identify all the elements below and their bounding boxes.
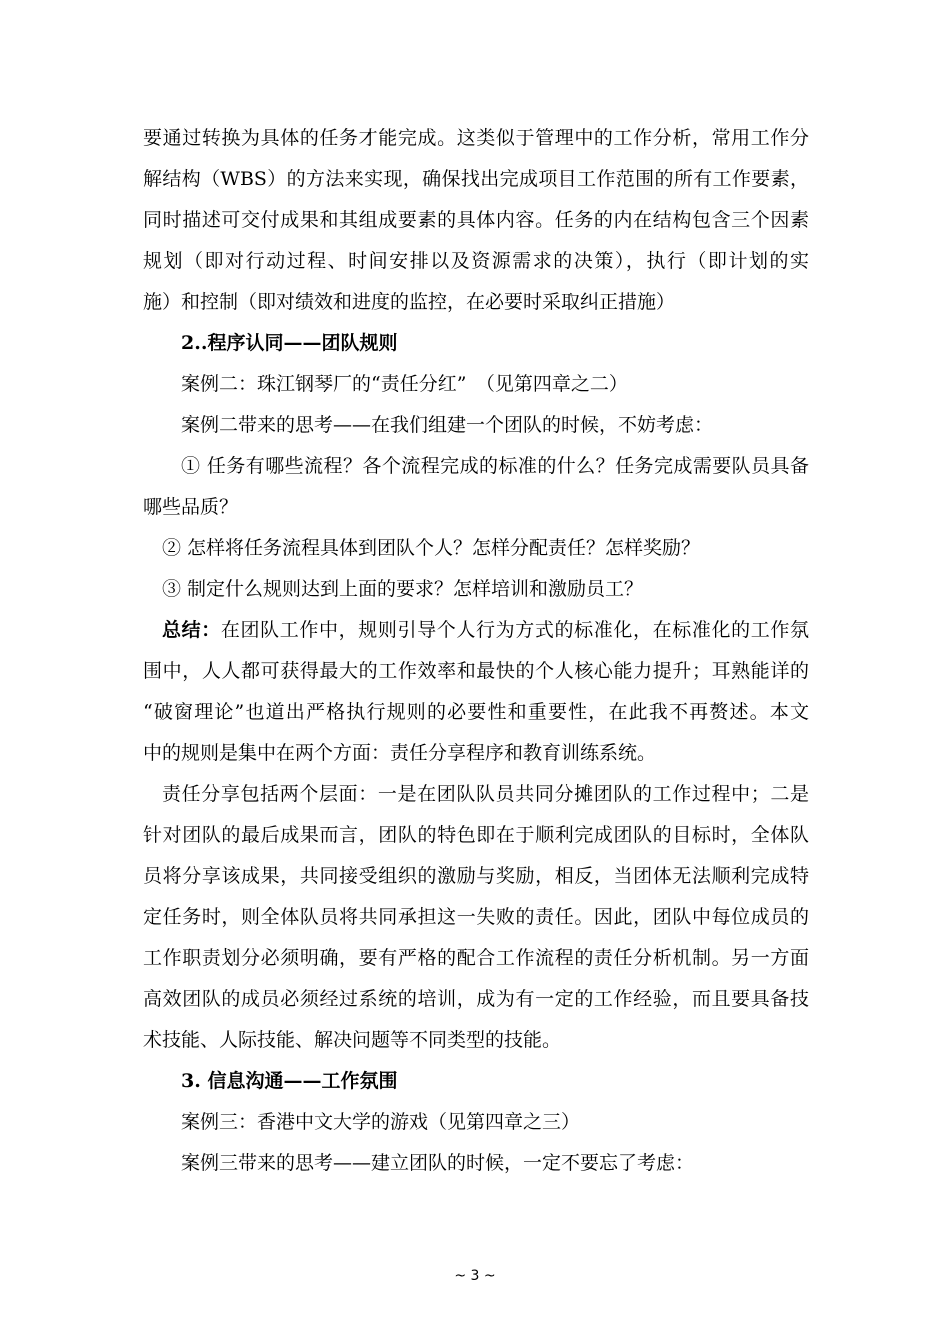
document-body <box>143 118 809 1184</box>
sharing-line: 术技能、人际技能、解决问题等不同类型的技能。 <box>143 1029 562 1051</box>
question-1-line: ① 任务有哪些流程？各个流程完成的标准的什么？任务完成需要队员具备 <box>181 455 809 477</box>
paragraph-line: 要通过转换为具体的任务才能完成。这类似于管理中的工作分析，常用工作分 <box>143 127 809 149</box>
paragraph-line: 同时描述可交付成果和其组成要素的具体内容。任务的内在结构包含三个因素 <box>143 209 809 231</box>
case-line: 案例三：香港中文大学的游戏（见第四章之三） <box>181 1111 581 1133</box>
sharing-line: 高效团队的成员必须经过系统的培训，成为有一定的工作经验，而且要具备技 <box>143 988 809 1010</box>
sharing-line: 针对团队的最后成果而言，团队的特色即在于顺利完成团队的目标时，全体队 <box>143 824 809 846</box>
case-line: 案例二：珠江钢琴厂的“责任分红” （见第四章之二） <box>181 373 628 395</box>
page-number: ~ 3 ~ <box>454 1268 496 1284</box>
summary-line: 围中，人人都可获得最大的工作效率和最快的个人核心能力提升；耳熟能详的 <box>143 660 809 682</box>
paragraph-line: 规划（即对行动过程、时间安排以及资源需求的决策），执行（即计划的实 <box>143 250 809 272</box>
question-1-continuation: 哪些品质？ <box>143 496 239 518</box>
summary-line: 中的规则是集中在两个方面：责任分享程序和教育训练系统。 <box>143 742 657 764</box>
sharing-line: 员将分享该成果，共同接受组织的激励与奖励，相反，当团体无法顺利完成特 <box>143 865 809 887</box>
question-3: ③ 制定什么规则达到上面的要求？怎样培训和激励员工？ <box>162 578 644 600</box>
sharing-line: 工作职责划分必须明确，要有严格的配合工作流程的责任分析机制。另一方面 <box>143 947 809 969</box>
summary-line <box>143 610 809 651</box>
reflection-line: 案例二带来的思考——在我们组建一个团队的时候，不妨考虑： <box>181 414 714 436</box>
sharing-line: 定任务时，则全体队员将共同承担这一失败的责任。因此，团队中每位成员的 <box>143 906 809 928</box>
reflection-line: 案例三带来的思考——建立团队的时候，一定不要忘了考虑： <box>181 1152 695 1174</box>
summary-text: 在团队工作中，规则引导个人行为方式的标准化，在标准化的工作氛 <box>220 619 809 641</box>
paragraph-line: 施）和控制（即对绩效和进度的监控，在必要时采取纠正措施） <box>143 291 676 313</box>
summary-label: 总结： <box>162 619 221 641</box>
paragraph-line: 解结构（WBS）的方法来实现，确保找出完成项目工作范围的所有工作要素， <box>143 168 809 190</box>
section-heading: 2..程序认同——团队规则 <box>181 332 398 354</box>
section-heading: 3. 信息沟通——工作氛围 <box>181 1070 398 1092</box>
question-2: ② 怎样将任务流程具体到团队个人？怎样分配责任？怎样奖励？ <box>162 537 701 559</box>
sharing-line: 责任分享包括两个层面：一是在团队队员共同分摊团队的工作过程中；二是 <box>162 783 809 805</box>
summary-line: “破窗理论”也道出严格执行规则的必要性和重要性，在此我不再赘述。本文 <box>143 701 809 723</box>
